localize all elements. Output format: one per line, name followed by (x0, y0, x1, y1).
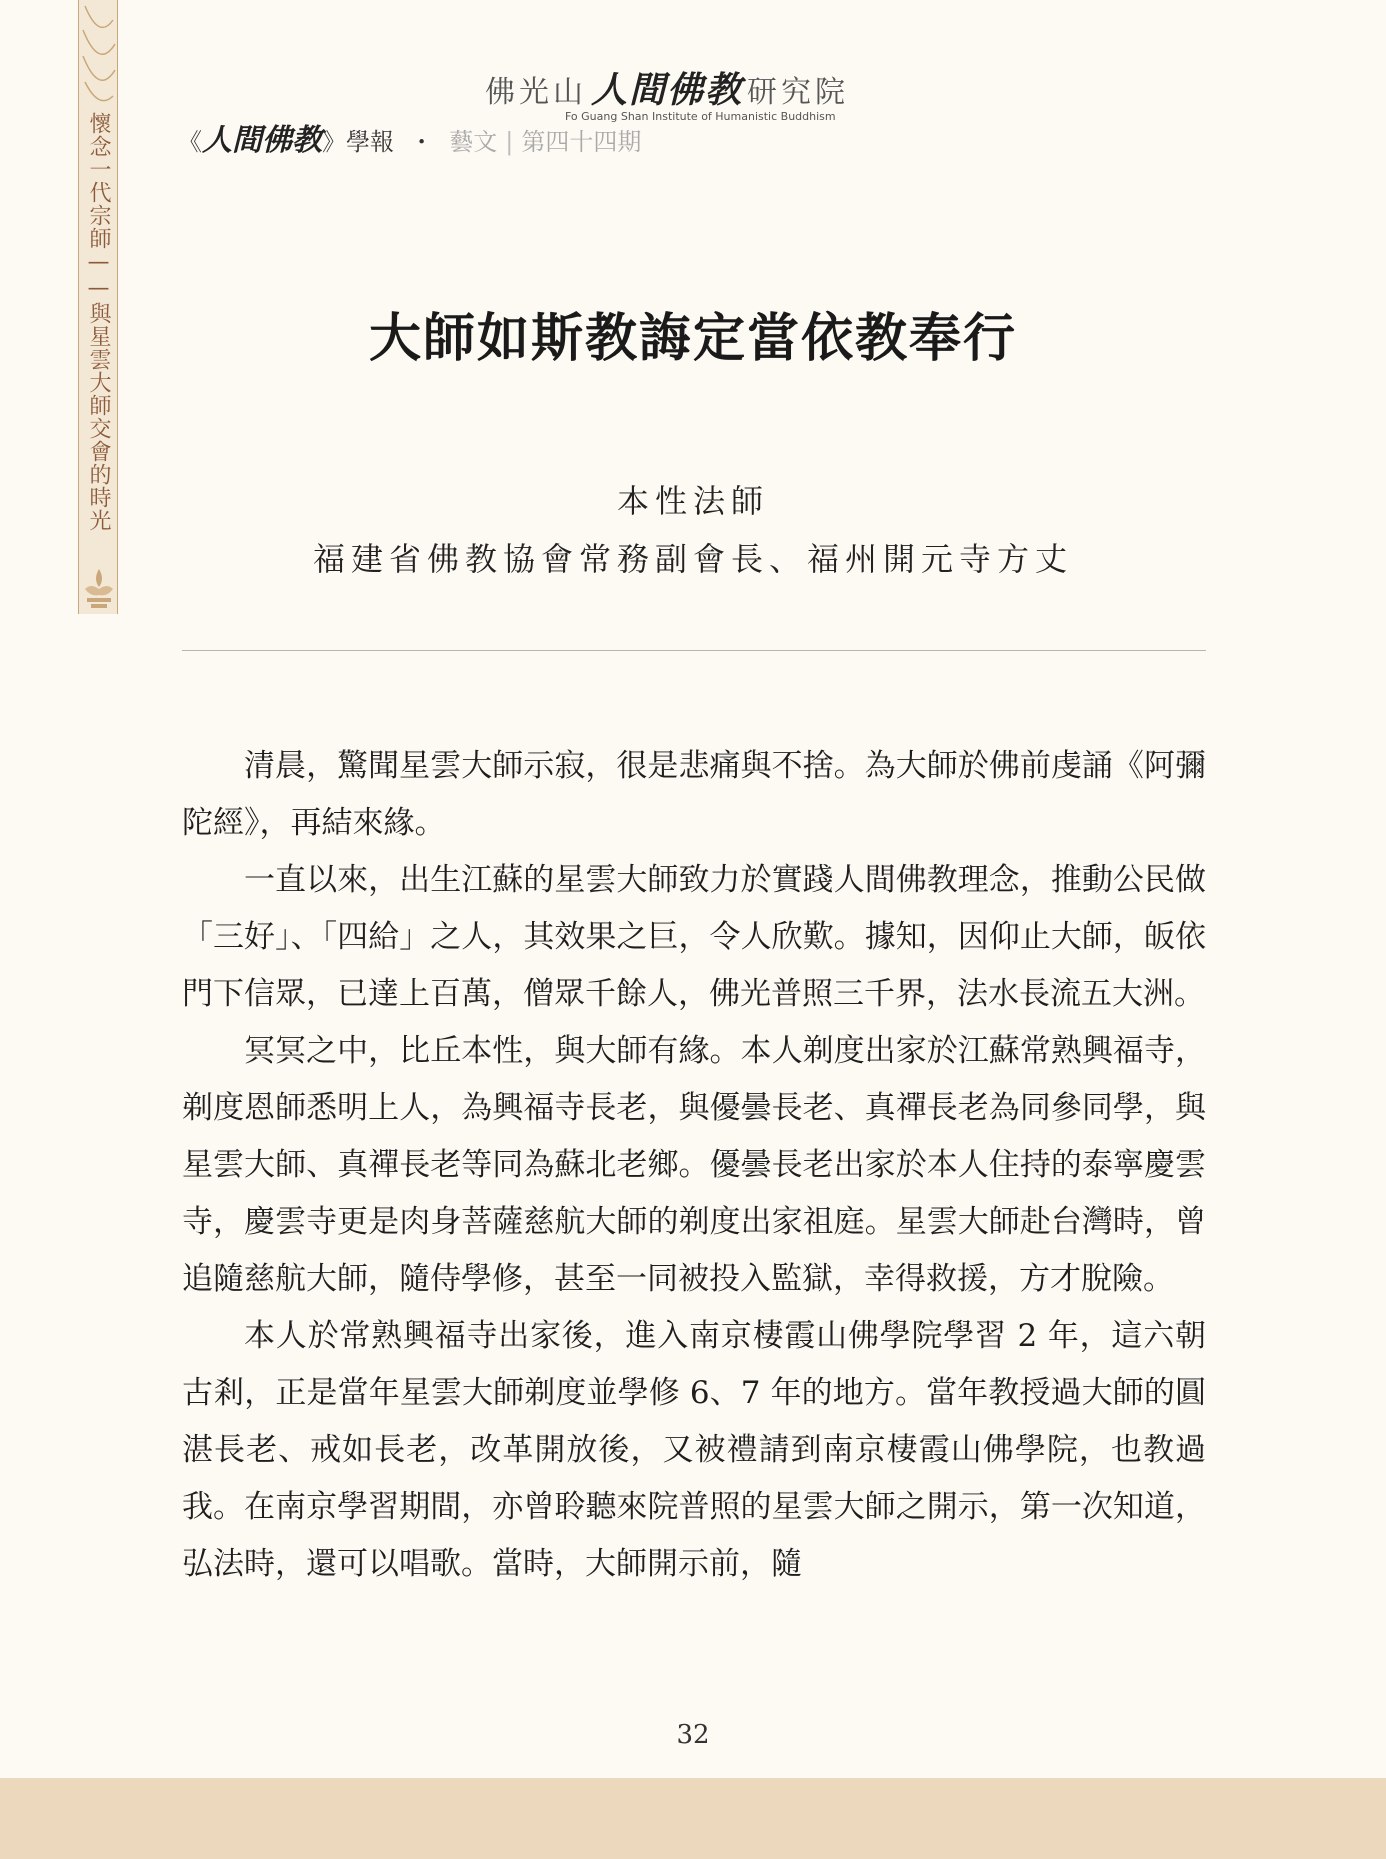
paragraph: 本人於常熟興福寺出家後，進入南京棲霞山佛學院學習 2 年，這六朝古剎，正是當年星雲大師剃度並學修 6、7 年的地方。當年教授過大師的圓湛長老、戒如長老，改革開放後，又被禮請到南京棲霞山佛學院，也教過我。在南京學習期間，亦曾聆聽來院普照的星雲大師之開示，第一次知道，弘法時，還可以唱歌。當時，大師開示前，隨 (182, 1318, 1206, 1582)
wave-ornament-icon (79, 0, 119, 110)
article-title: 大師如斯教誨定當依教奉行 (368, 308, 1017, 369)
journal-header (178, 115, 641, 159)
journal-dot: ・ (409, 128, 434, 156)
journal-open: 《 (178, 128, 202, 156)
author-affiliation: 福建省佛教協會常務副會長、福州開元寺方丈 (312, 540, 1073, 578)
divider (182, 650, 1206, 651)
institute-name (485, 62, 849, 113)
article-author: 本性法師 (616, 482, 769, 520)
footer-band (0, 1778, 1386, 1859)
institute-english-name: Fo Guang Shan Institute of Humanistic Buddhism (565, 110, 836, 123)
institute-prefix: 佛光山 (485, 75, 587, 110)
section-running-title: 懷念一代宗師——與星雲大師交會的時光 (86, 112, 111, 532)
journal-brand: 人間佛教 (202, 123, 322, 158)
journal-separator: | (505, 128, 514, 156)
paragraph: 清晨，驚聞星雲大師示寂，很是悲痛與不捨。為大師於佛前虔誦《阿彌陀經》，再結來緣。 (182, 748, 1206, 841)
journal-issue: 第四十四期 (521, 128, 642, 156)
paragraph: 一直以來，出生江蘇的星雲大師致力於實踐人間佛教理念，推動公民做「三好」、「四給」之人，其效果之巨，令人欣歎。據知，因仰止大師，皈依門下信眾，已達上百萬，僧眾千餘人，佛光普照三千界，法水長流五大洲。 (182, 862, 1206, 1012)
institute-brand: 人間佛教 (591, 69, 744, 111)
page-number: 32 (676, 1720, 710, 1750)
article-body (182, 738, 1206, 1593)
journal-close: 》學報 (322, 128, 394, 156)
journal-section: 藝文 (449, 128, 498, 156)
paragraph: 冥冥之中，比丘本性，與大師有緣。本人剃度出家於江蘇常熟興福寺，剃度恩師悉明上人，為興福寺長老，與優曇長老、真禪長老為同參同學，與星雲大師、真禪長老等同為蘇北老鄉。優曇長老出家於本人住持的泰寧慶雲寺，慶雲寺更是肉身菩薩慈航大師的剃度出家祖庭。星雲大師赴台灣時，曾追隨慈航大師，隨侍學修，甚至一同被投入監獄，幸得救援，方才脫險。 (182, 1033, 1206, 1297)
institute-suffix: 研究院 (747, 75, 850, 110)
